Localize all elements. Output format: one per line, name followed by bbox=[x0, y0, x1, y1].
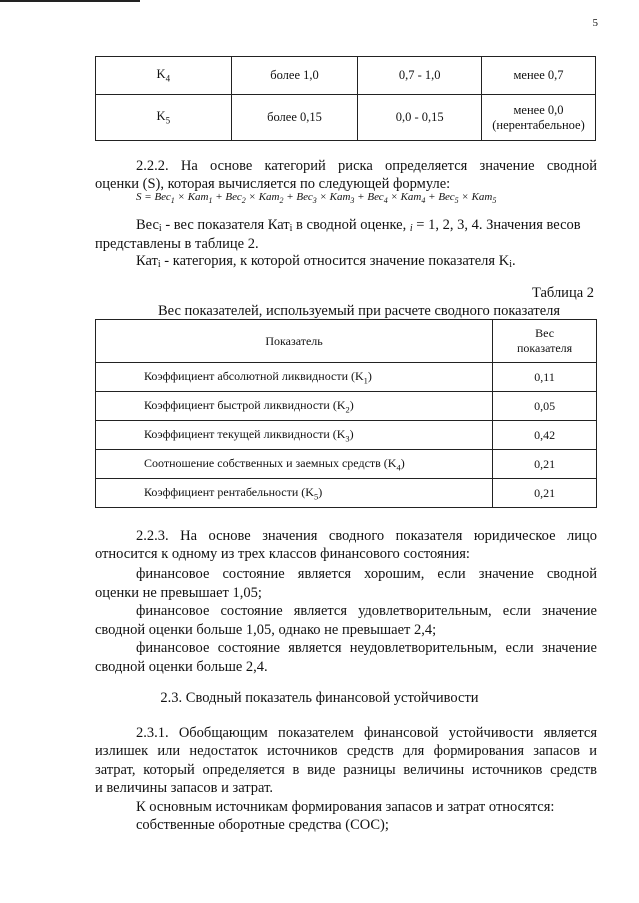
table-header-cell: Вес показателя bbox=[493, 320, 597, 363]
formula-operator: × bbox=[387, 191, 401, 203]
formula-operator: × bbox=[316, 191, 330, 203]
table-row bbox=[96, 57, 596, 95]
risk-category-table bbox=[95, 56, 596, 141]
table-cell: 0,05 bbox=[493, 392, 597, 421]
formula-term bbox=[296, 191, 368, 206]
formula-index: 5 bbox=[492, 196, 497, 206]
formula-term bbox=[438, 191, 497, 206]
formula-operator: × bbox=[458, 191, 472, 203]
table-row bbox=[96, 450, 597, 479]
formula-weight: Вес bbox=[367, 191, 384, 203]
formula-index: 3 bbox=[312, 196, 317, 206]
table-cell: менее 0,0 (нерентабельное) bbox=[482, 95, 596, 141]
paragraph-line: оценки не превышает 1,05; bbox=[95, 585, 262, 601]
definition-weight: Весi - вес показателя Катi в сводной оценке, i = 1, 2, 3, 4. Значения весов bbox=[136, 217, 581, 234]
paragraph-line: К основным источникам формирования запасов и затрат относятся: bbox=[136, 799, 555, 815]
table-cell: 0,21 bbox=[493, 450, 597, 479]
formula-index: 4 bbox=[383, 196, 388, 206]
formula-category: Кат bbox=[329, 191, 351, 203]
formula-index: 3 bbox=[350, 196, 355, 206]
formula-index: 4 bbox=[421, 196, 426, 206]
formula-category: Кат bbox=[187, 191, 209, 203]
paragraph-line: излишек или недостаток источников средств для формирования запасов и bbox=[95, 743, 597, 759]
formula-operator: + bbox=[354, 191, 368, 203]
formula-term bbox=[154, 191, 226, 206]
section-heading: 2.3. Сводный показатель финансовой устойчивости bbox=[160, 690, 479, 706]
table-cell: Коэффициент абсолютной ликвидности $(K_1)$ bbox=[96, 363, 493, 392]
table-cell: Коэффициент рентабельности $(K_5)$ bbox=[96, 479, 493, 508]
formula-index: 1 bbox=[170, 196, 175, 206]
paragraph-line: относится к одному из трех классов финансового состояния: bbox=[95, 546, 470, 562]
table-number: Таблица 2 bbox=[532, 285, 595, 301]
paragraph-line: представлены в таблице 2. bbox=[95, 236, 259, 252]
paragraph-line: 2.2.3. На основе значения сводного показателя юридическое лицо bbox=[136, 528, 597, 544]
definition-category: Катi - категория, к которой относится значение показателя Ki. bbox=[136, 253, 516, 270]
paragraph-line: затрат, который определяется в виде разницы величины источников средств bbox=[95, 762, 597, 778]
formula-weight: Вес bbox=[154, 191, 171, 203]
table-row bbox=[96, 95, 596, 141]
formula-term bbox=[367, 191, 439, 206]
table-cell: более 1,0 bbox=[231, 57, 358, 95]
table-title: Вес показателей, используемый при расчете сводного показателя bbox=[158, 303, 561, 319]
table-cell: менее 0,7 bbox=[482, 57, 596, 95]
formula-category: Кат bbox=[258, 191, 280, 203]
paragraph-line: 2.3.1. Обобщающим показателем финансовой устойчивости является bbox=[136, 725, 597, 741]
paragraph-line: финансовое состояние является хорошим, если значение сводной bbox=[136, 566, 597, 582]
table-cell: Коэффициент текущей ликвидности $(K_3)$ bbox=[96, 421, 493, 450]
paragraph-line: финансовое состояние является неудовлетворительным, если значение bbox=[136, 640, 597, 656]
top-rule bbox=[0, 0, 140, 2]
formula-index: 5 bbox=[454, 196, 459, 206]
table-cell: Соотношение собственных и заемных средств $(K_4)$ bbox=[96, 450, 493, 479]
paragraph-line: сводной оценки больше 1,05, однако не превышает 2,4; bbox=[95, 622, 437, 638]
paragraph-line: собственные оборотные средства (СОС); bbox=[136, 817, 389, 833]
formula-operator: + bbox=[425, 191, 439, 203]
indicator-weight-table bbox=[95, 319, 597, 508]
table-cell: $K_4$ bbox=[96, 57, 232, 95]
formula-term bbox=[225, 191, 297, 206]
table-cell: 0,0 - 0,15 bbox=[358, 95, 482, 141]
table-header-cell: Показатель bbox=[96, 320, 493, 363]
paragraph-line: 2.2.2. На основе категорий риска определяется значение сводной bbox=[136, 158, 597, 174]
table-cell: более 0,15 bbox=[231, 95, 358, 141]
paragraph-line: финансовое состояние является удовлетворительным, если значение bbox=[136, 603, 597, 619]
table-row bbox=[96, 392, 597, 421]
paragraph-line: и величины запасов и затрат. bbox=[95, 780, 273, 796]
formula-operator: × bbox=[174, 191, 188, 203]
paragraph-line: оценки (S), которая вычисляется по следующей формуле: bbox=[95, 176, 451, 192]
page-number: 5 bbox=[592, 17, 598, 29]
formula-category: Кат bbox=[400, 191, 422, 203]
formula-operator: + bbox=[283, 191, 297, 203]
table-cell: $K_5$ bbox=[96, 95, 232, 141]
table-cell: Коэффициент быстрой ликвидности $(K_2)$ bbox=[96, 392, 493, 421]
formula-operator: + bbox=[212, 191, 226, 203]
formula-operator: × bbox=[245, 191, 259, 203]
formula-category: Кат bbox=[471, 191, 493, 203]
table-header-row bbox=[96, 320, 597, 363]
table-cell: 0,7 - 1,0 bbox=[358, 57, 482, 95]
formula-index: 1 bbox=[208, 196, 213, 206]
table-cell: 0,42 bbox=[493, 421, 597, 450]
formula-weight: Вес bbox=[296, 191, 313, 203]
table-row bbox=[96, 479, 597, 508]
formula-weight: Вес bbox=[225, 191, 242, 203]
table-cell: 0,11 bbox=[493, 363, 597, 392]
summary-score-formula: S = Вес$_1$ × Кат$_1$ + Вес$_2$ × Кат$_2$ + Вес$_3$ × Кат$_3$ + Вес$_4$ × Кат$_4$ + Вес$_5$ × Кат$_5$ bbox=[136, 191, 497, 206]
formula-index: 2 bbox=[279, 196, 284, 206]
table-row bbox=[96, 421, 597, 450]
paragraph-line: сводной оценки больше 2,4. bbox=[95, 659, 268, 675]
formula-index: 2 bbox=[241, 196, 246, 206]
table-cell: 0,21 bbox=[493, 479, 597, 508]
formula-weight: Вес bbox=[438, 191, 455, 203]
table-row bbox=[96, 363, 597, 392]
